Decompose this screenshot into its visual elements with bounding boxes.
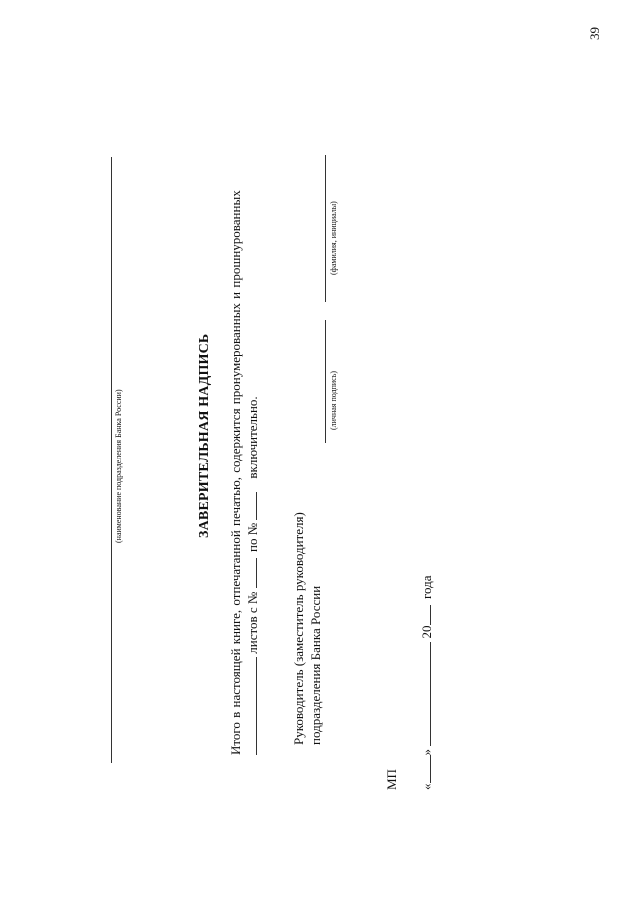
signature-line <box>325 320 326 443</box>
page-number: 39 <box>587 27 602 40</box>
date-line <box>419 575 435 790</box>
close-quote: » <box>419 749 434 756</box>
signature-caption: (личная подпись) <box>329 370 338 430</box>
statement-line-1: Итого в настоящей книге, отпечатанной печатью, содержится пронумерованных и прошнурованных <box>228 190 243 755</box>
year-word: года <box>419 575 434 599</box>
sheet-to-blank <box>245 492 257 520</box>
stamp-place-label: МП <box>384 769 399 790</box>
statement-line-2 <box>245 396 261 755</box>
document-title: ЗАВЕРИТЕЛЬНАЯ НАДПИСЬ <box>197 333 212 538</box>
open-quote: « <box>419 783 434 790</box>
department-name-line <box>111 157 112 763</box>
inclusive-label: включительно. <box>245 396 260 479</box>
name-caption: (фамилия, инициалы) <box>329 201 338 275</box>
department-name-caption: (наименование подразделения Банка России) <box>114 389 123 543</box>
day-blank <box>419 756 431 784</box>
name-line <box>325 155 326 302</box>
month-blank <box>419 642 431 746</box>
year-prefix: 20 <box>419 625 434 639</box>
signatory-title-line-1: Руководитель (заместитель руководителя) <box>291 512 306 745</box>
sheets-from-label: листов с № <box>245 591 260 654</box>
sheet-from-blank <box>245 558 257 588</box>
sheets-to-label: по № <box>245 522 260 552</box>
total-sheets-blank <box>245 657 257 755</box>
year-blank <box>419 606 431 626</box>
signatory-title-line-2: подразделения Банка России <box>308 585 323 745</box>
